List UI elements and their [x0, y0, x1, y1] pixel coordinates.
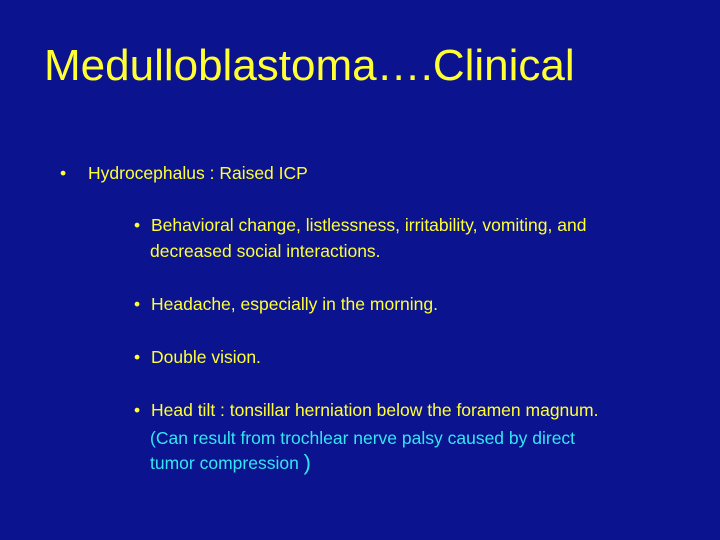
note-closing-paren: )	[303, 450, 311, 475]
note-text: tumor compression	[150, 453, 304, 473]
bullet-dot: •	[134, 294, 141, 314]
bullet-dot: •	[60, 163, 67, 183]
sub-bullet-headache	[134, 293, 438, 315]
note-line-1: (Can result from trochlear nerve palsy caused by direct	[150, 428, 576, 448]
note-line-2	[150, 452, 311, 474]
sub-bullet-head-tilt	[134, 399, 598, 421]
bullet-text: Head tilt : tonsillar herniation below the foramen magnum.	[151, 400, 599, 420]
sub-bullet-behavioral	[134, 214, 586, 236]
bullet-dot: •	[134, 400, 141, 420]
bullet-dot: •	[134, 347, 141, 367]
bullet-text: Hydrocephalus : Raised ICP	[88, 163, 308, 183]
sub-bullet-behavioral-continuation: decreased social interactions.	[150, 241, 381, 261]
bullet-dot: •	[134, 215, 141, 235]
bullet-text: Headache, especially in the morning.	[151, 294, 438, 314]
bullet-text: Behavioral change, listlessness, irritability, vomiting, and	[151, 215, 587, 235]
bullet-hydrocephalus	[60, 162, 308, 184]
bullet-text: Double vision.	[151, 347, 261, 367]
sub-bullet-double-vision	[134, 346, 261, 368]
slide-title: Medulloblastoma….Clinical	[44, 41, 575, 90]
